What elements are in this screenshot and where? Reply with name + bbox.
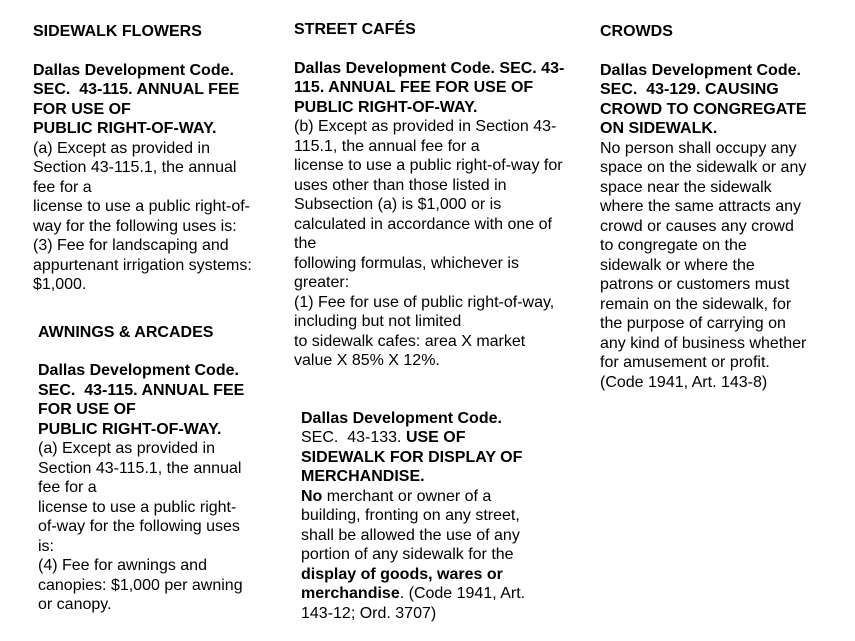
text-line: appurtenant irrigation systems: xyxy=(33,256,252,274)
text-line: to sidewalk cafes: area X market xyxy=(294,332,526,350)
text-line: shall be allowed the use of any xyxy=(301,526,520,544)
text-line: greater: xyxy=(294,274,350,291)
text-line: building, fronting on any street, xyxy=(301,507,520,524)
text-line: crowd or causes any crowd xyxy=(600,217,794,235)
text-line: SEC. 43-115. ANNUAL FEE xyxy=(38,381,245,399)
text-line: merchandise. (Code 1941, Art. xyxy=(301,585,526,602)
text-line: the xyxy=(294,235,317,252)
heading-sidewalk-flowers: SIDEWALK FLOWERS xyxy=(33,23,202,40)
text-line: SIDEWALK FOR DISPLAY OF xyxy=(301,448,523,466)
text-line: Section 43-115.1, the annual xyxy=(38,459,242,477)
text-line: to congregate on the xyxy=(600,237,747,254)
text-line: for amusement or profit. xyxy=(600,354,770,371)
text-line: Subsection (a) is $1,000 or is xyxy=(294,196,502,213)
column-street-cafes xyxy=(294,20,589,623)
text-line: FOR USE OF xyxy=(33,100,131,118)
column-crowds xyxy=(600,22,855,392)
text-line: portion of any sidewalk for the xyxy=(301,546,514,563)
text-line: Dallas Development Code. xyxy=(301,409,502,427)
text-line: $1,000. xyxy=(33,276,87,293)
text-line: (a) Except as provided in xyxy=(38,440,215,457)
section-merchandise-display xyxy=(301,409,589,624)
section-awnings-arcades xyxy=(38,323,283,615)
heading-street-cafes: STREET CAFÉS xyxy=(294,21,416,38)
text-line: license to use a public right-of-way for xyxy=(294,157,563,174)
text-line: Dallas Development Code. SEC. 43- xyxy=(294,59,565,77)
text-line: uses other than those listed in xyxy=(294,176,507,194)
text-line: (4) Fee for awnings and xyxy=(38,557,207,574)
code-text-merchandise xyxy=(301,409,589,624)
text-line: 143-12; Ord. 3707) xyxy=(301,604,437,622)
text-line: way for the following uses is: xyxy=(33,217,237,235)
section-sidewalk-flowers xyxy=(33,22,283,295)
heading-crowds: CROWDS xyxy=(600,23,673,40)
text-line: MERCHANDISE. xyxy=(301,468,425,485)
text-line: Dallas Development Code. xyxy=(600,61,801,79)
code-text-annual-fee-awnings xyxy=(38,361,283,615)
text-line: (b) Except as provided in Section 43- xyxy=(294,118,557,135)
text-line: SEC. 43-129. CAUSING xyxy=(600,81,779,98)
code-text-crowds xyxy=(600,61,855,393)
text-line: 115.1, the annual fee for a xyxy=(294,137,480,155)
text-line: (3) Fee for landscaping and xyxy=(33,237,229,254)
text-line: value X 85% X 12%. xyxy=(294,352,440,369)
text-line: PUBLIC RIGHT-OF-WAY. xyxy=(294,98,478,116)
text-line: No merchant or owner of a xyxy=(301,487,492,505)
text-line: (a) Except as provided in xyxy=(33,139,210,157)
text-line: No person shall occupy any xyxy=(600,139,797,157)
text-line: fee for a xyxy=(33,178,92,196)
text-line: patrons or customers must xyxy=(600,276,790,293)
text-line: following formulas, whichever is xyxy=(294,254,519,272)
text-line: including but not limited xyxy=(294,313,462,330)
text-line: space on the sidewalk or any xyxy=(600,159,807,176)
code-text-annual-fee-cafes xyxy=(294,59,589,371)
text-line: or canopy. xyxy=(38,596,112,613)
text-line: the purpose of carrying on xyxy=(600,315,786,332)
text-line: is: xyxy=(38,537,54,555)
text-line: Section 43-115.1, the annual xyxy=(33,159,237,176)
text-line: any kind of business whether xyxy=(600,334,807,352)
text-line: SEC. 43-133. USE OF xyxy=(301,429,466,446)
text-line: of-way for the following uses xyxy=(38,518,240,535)
text-line: canopies: $1,000 per awning xyxy=(38,576,243,594)
text-line: sidewalk or where the xyxy=(600,256,755,274)
text-line: remain on the sidewalk, for xyxy=(600,295,792,313)
heading-awnings-arcades: AWNINGS & ARCADES xyxy=(38,323,214,341)
text-line: display of goods, wares or xyxy=(301,565,503,583)
text-line: space near the sidewalk xyxy=(600,178,772,196)
text-line: calculated in accordance with one of xyxy=(294,215,552,233)
text-line: (1) Fee for use of public right-of-way, xyxy=(294,293,555,311)
text-line: ON SIDEWALK. xyxy=(600,120,718,137)
text-line: (Code 1941, Art. 143-8) xyxy=(600,373,768,391)
text-line: where the same attracts any xyxy=(600,198,801,215)
code-text-annual-fee-flowers xyxy=(33,61,283,295)
text-line: license to use a public right- xyxy=(38,498,237,516)
text-line: SEC. 43-115. ANNUAL FEE xyxy=(33,81,240,98)
text-line: PUBLIC RIGHT-OF-WAY. xyxy=(33,120,217,137)
text-line: Dallas Development Code. xyxy=(38,362,239,379)
section-street-cafes xyxy=(294,20,589,371)
text-line: CROWD TO CONGREGATE xyxy=(600,100,807,118)
text-line: fee for a xyxy=(38,479,97,496)
text-line: PUBLIC RIGHT-OF-WAY. xyxy=(38,420,222,438)
column-sidewalk-flowers xyxy=(33,22,283,615)
text-line: FOR USE OF xyxy=(38,401,136,418)
text-line: 115. ANNUAL FEE FOR USE OF xyxy=(294,79,534,96)
text-line: Dallas Development Code. xyxy=(33,61,234,79)
section-crowds xyxy=(600,22,855,392)
text-line: license to use a public right-of- xyxy=(33,198,250,215)
